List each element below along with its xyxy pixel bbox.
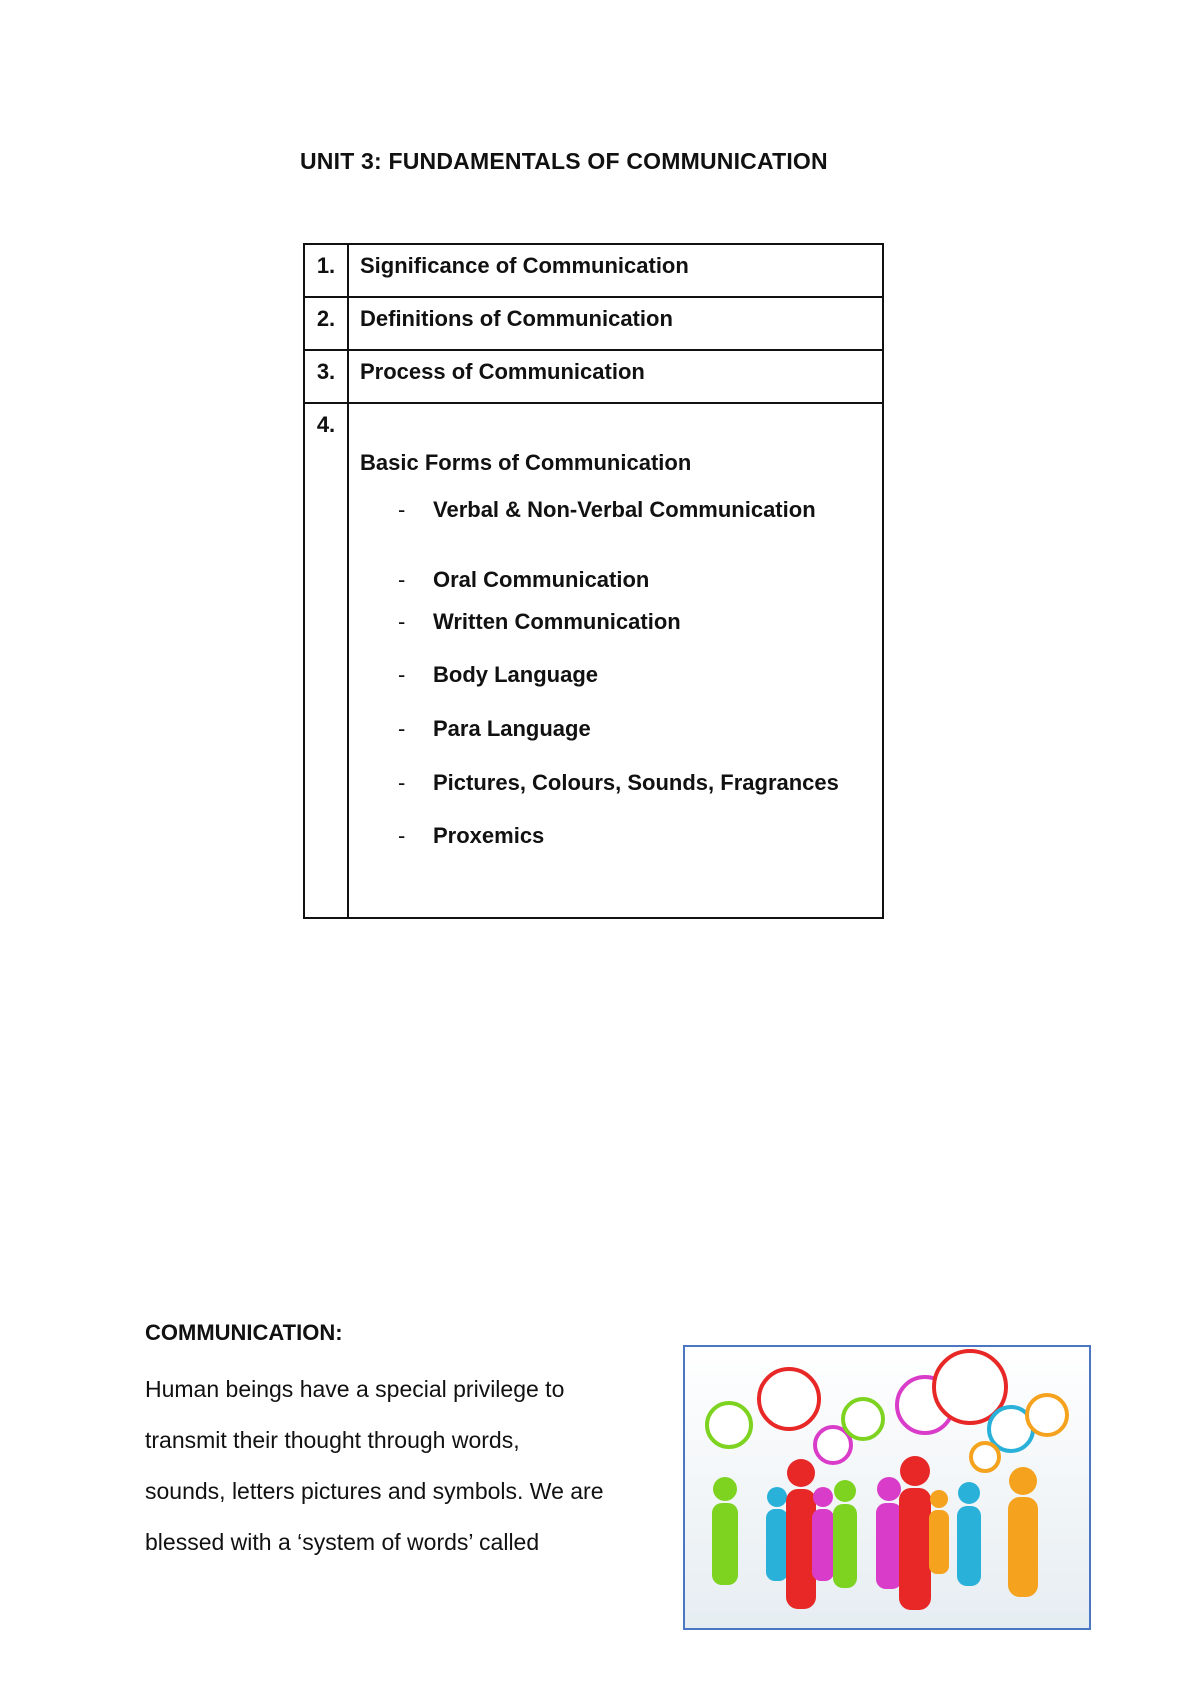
list-item-label: Pictures, Colours, Sounds, Fragrances	[433, 770, 839, 795]
list-item: - Written Communication	[398, 609, 681, 634]
sub-list	[360, 496, 882, 850]
list-item: - Proxemics	[398, 823, 545, 848]
table-row	[304, 350, 883, 403]
paragraph-line: blessed with a ‘system of words’ called	[145, 1529, 540, 1555]
list-item: - Para Language	[398, 716, 591, 741]
list-item: - Oral Communication	[398, 567, 650, 592]
row-number: 1.	[304, 244, 348, 297]
paragraph-line: transmit their thought through words,	[145, 1427, 520, 1453]
list-item: - Pictures, Colours, Sounds, Fragrances	[398, 770, 839, 795]
section-heading: COMMUNICATION:	[145, 1320, 343, 1345]
paragraph-line: sounds, letters pictures and symbols. We are	[145, 1478, 604, 1504]
row-label: Definitions of Communication	[348, 297, 883, 350]
row-number: 3.	[304, 350, 348, 403]
people-speech-bubbles-image	[685, 1347, 1089, 1628]
table-row	[304, 403, 883, 918]
paragraph-line: Human beings have a special privilege to	[145, 1376, 565, 1402]
list-item-label: Oral Communication	[433, 567, 650, 592]
document-title: UNIT 3: FUNDAMENTALS OF COMMUNICATION	[300, 148, 828, 174]
list-item-label: Body Language	[433, 662, 599, 687]
row-label: Process of Communication	[348, 350, 883, 403]
list-item-label: Written Communication	[433, 609, 681, 634]
list-item: - Verbal & Non-Verbal Communication	[398, 497, 816, 522]
table-row	[304, 244, 883, 297]
row-label: Significance of Communication	[348, 244, 883, 297]
row-number: 2.	[304, 297, 348, 350]
list-item: - Body Language	[398, 662, 599, 687]
row-label: Basic Forms of Communication	[360, 450, 692, 475]
row-content	[348, 403, 883, 918]
row-number: 4.	[304, 403, 348, 918]
table-row	[304, 297, 883, 350]
list-item-label: Verbal & Non-Verbal Communication	[433, 497, 816, 522]
contents-table	[303, 243, 884, 919]
list-item-label: Para Language	[433, 716, 591, 741]
list-item-label: Proxemics	[433, 823, 545, 848]
communication-illustration	[683, 1345, 1091, 1630]
body-paragraph	[145, 1364, 675, 1568]
